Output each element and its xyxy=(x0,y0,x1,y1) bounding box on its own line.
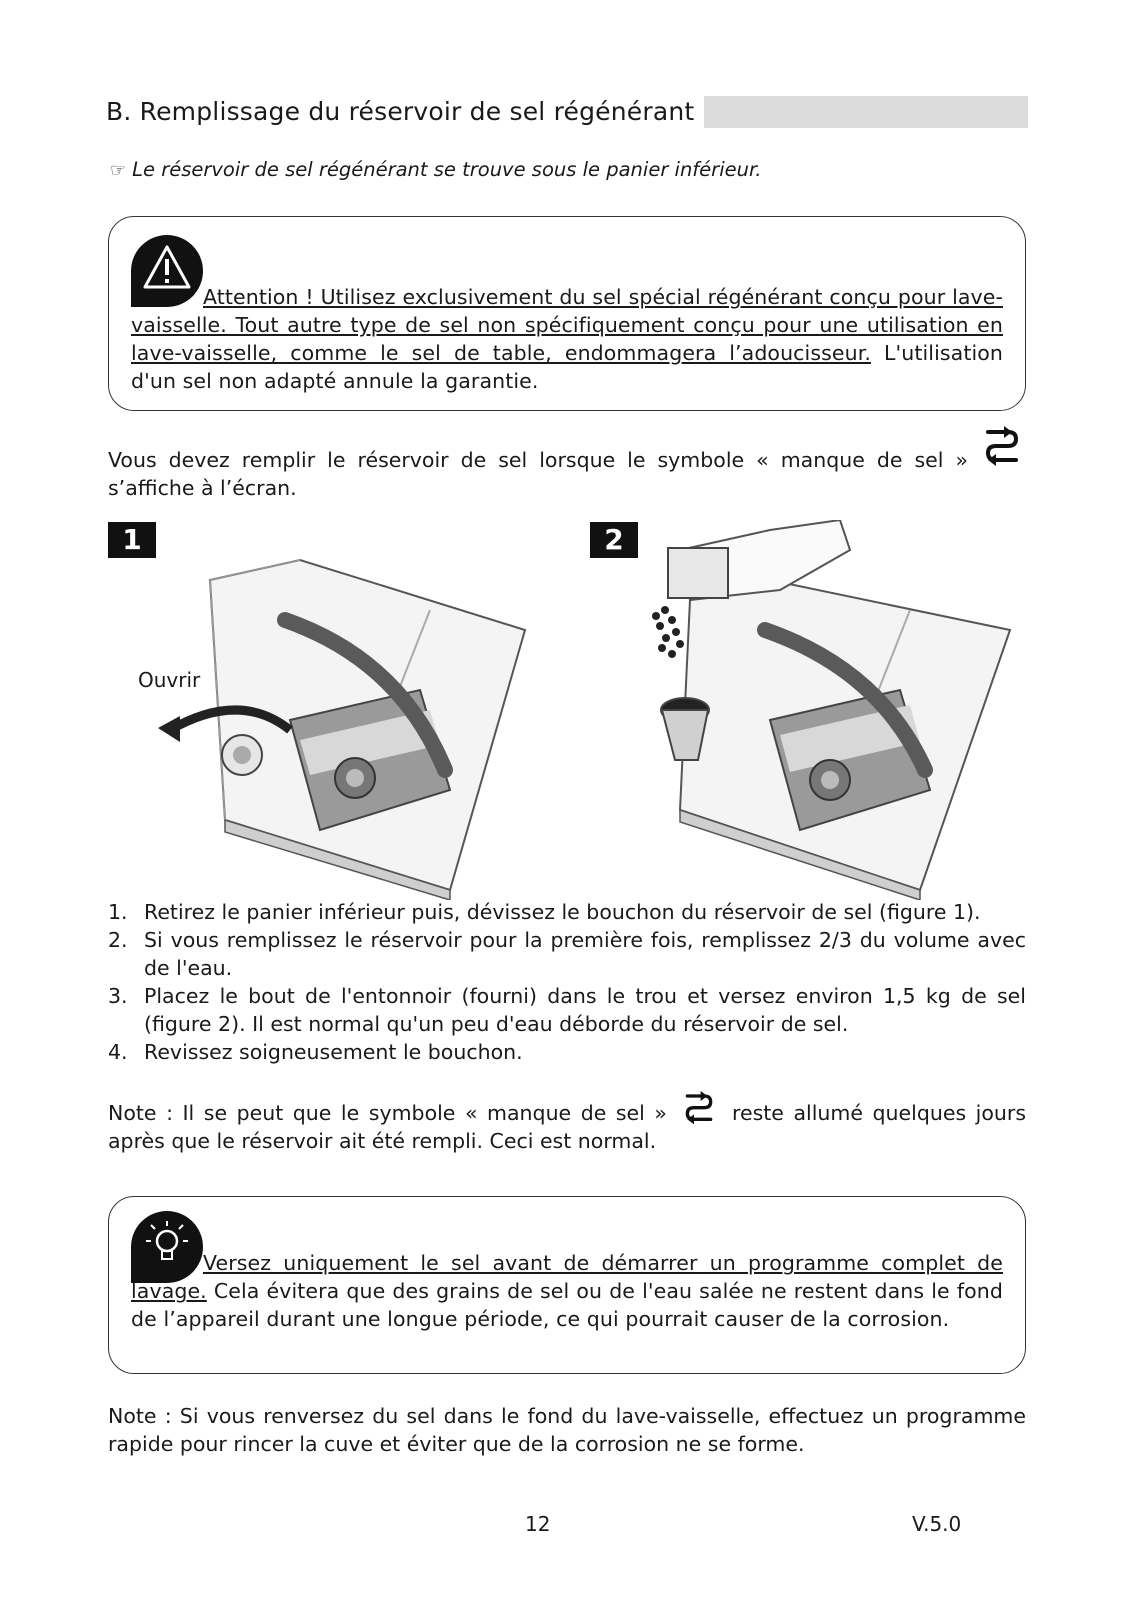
figure-1-label: Ouvrir xyxy=(138,668,201,692)
info-box xyxy=(108,1196,1026,1374)
figure-1-illustration xyxy=(150,540,550,900)
note-2-label: Note xyxy=(108,1404,157,1428)
list-item: 3. Placez le bout de l'entonnoir (fourni) dans le trou et versez environ 1,5 kg de sel (figure 2). Il est normal qu'un peu d'eau déborde du réservoir de sel. xyxy=(108,984,1026,1036)
version-label: V.5.0 xyxy=(912,1512,962,1536)
info-underlined: Versez uniquement le sel avant de démarrer un programme complet de lavage. xyxy=(131,1251,1003,1303)
page-number: 12 xyxy=(525,1512,551,1536)
figure-2-number: 2 xyxy=(590,522,638,558)
warning-rest: L'utilisation d'un sel non adapté annule la garantie. xyxy=(131,341,1003,393)
section-title: B. Remplissage du réservoir de sel régénérant xyxy=(104,96,704,128)
note-1: Note : Il se peut que le symbole « manque de sel » reste allumé quelques jours après que le réservoir ait été rempli. Ceci est normal. xyxy=(108,1086,1026,1155)
list-item: 2. Si vous remplissez le réservoir pour la première fois, remplissez 2/3 du volume avec de l'eau. xyxy=(108,928,1026,980)
warning-box xyxy=(108,216,1026,411)
list-item: 4. Revissez soigneusement le bouchon. xyxy=(108,1040,523,1064)
tip-line xyxy=(110,158,761,181)
note-2: Note : Si vous renversez du sel dans le fond du lave-vaisselle, effectuez un programme rapide pour rincer la cuve et éviter que de la corrosion ne se forme. xyxy=(108,1404,1026,1456)
list-item: 1. Retirez le panier inférieur puis, dévissez le bouchon du réservoir de sel (figure 1). xyxy=(108,900,981,924)
info-rest: Cela évitera que des grains de sel ou de l'eau salée ne restent dans le fond de l’appareil durant une longue période, ce qui pourrait causer de la corrosion. xyxy=(131,1279,1003,1331)
intro-paragraph: Vous devez remplir le réservoir de sel lorsque le symbole « manque de sel » s’affiche à l’écran. xyxy=(108,448,968,500)
salt-refill-symbol-icon xyxy=(978,420,1026,472)
section-title-bar xyxy=(104,96,1028,128)
tip-text: Le réservoir de sel régénérant se trouve sous le panier inférieur. xyxy=(132,158,762,181)
figure-1-number: 1 xyxy=(108,522,156,558)
info-text xyxy=(131,1249,1003,1333)
steps-list xyxy=(108,898,1026,1066)
pointing-hand-icon: ☞ xyxy=(110,160,127,181)
figure-2-illustration xyxy=(620,520,1020,900)
warning-text xyxy=(131,283,1003,395)
salt-refill-symbol-icon xyxy=(676,1086,722,1126)
warning-underlined: Attention ! Utilisez exclusivement du sel spécial régénérant conçu pour lave-vaisselle. Tout autre type de sel non spécifiquement conçu pour une utilisation en lave-vaisselle, comme le sel de table, endommagera l’adoucisseur. xyxy=(131,285,1003,365)
note-1-label: Note xyxy=(108,1101,157,1125)
